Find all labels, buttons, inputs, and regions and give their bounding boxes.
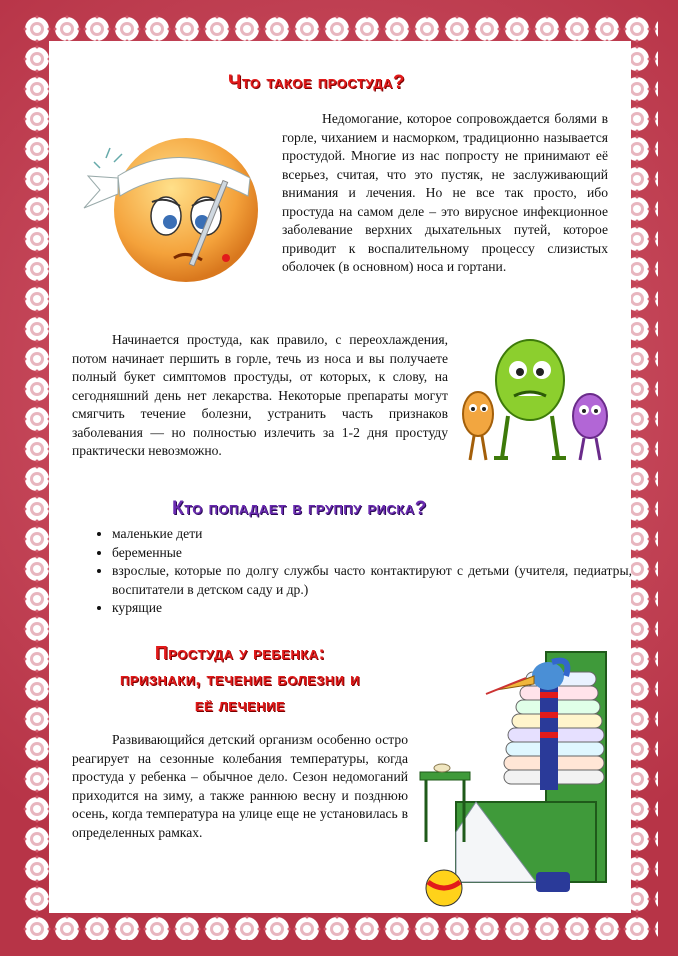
list-item: • беременные	[112, 544, 632, 563]
section-title-line-2: признаки, течение болезни и	[119, 669, 361, 689]
section2-paragraph: Начинается простуда, как правило, с переохлаждения, потом начинает першить в горле, течь из носа и вы получаете полный букет симптомов простуды, от которых, к слову, на сегодняшний день нет лекарства. Некоторые препараты могут смягчить течение болезни, устранить часть признаков заболевания — но полностью излечить за 1-2 дня простуду практически невозможно.	[72, 332, 448, 458]
section-title-line-1: Простуда у ребенка:	[154, 643, 326, 663]
section-title-what-is-cold: Что такое простуда?	[228, 72, 406, 93]
section-title-line-3: её лечение	[194, 695, 286, 715]
risk-group-list	[90, 525, 632, 618]
germs-illustration	[458, 318, 618, 470]
sick-bird-in-bed-illustration	[416, 632, 616, 908]
section4-paragraph: Развивающийся детский организм особенно остро реагирует на сезонные колебания температуры, когда простуда у ребенка – обычное дело. Сезон недомоганий приходится на зиму, а также раннюю весну и позднюю осень, когда температура на улице еще не установилась в определенных рамках.	[72, 732, 408, 840]
sick-smiley-illustration	[78, 118, 268, 293]
list-item: • курящие	[112, 599, 632, 618]
list-item: • взрослые, которые по долгу службы часто контактируют с детьми (учителя, педиатры, воспитатели в детском саду и др.)	[112, 562, 632, 599]
section1-paragraph: Недомогание, которое сопровождается болями в горле, чиханием и насморком, традиционно называется простудой. Многие из нас попросту не принимают её всерьез, считая, что это пустяк, не заслуживающий внимания и лечения. Но не все так просто, ибо простуда на самом деле – это вирусное инфекционное заболевание верхних дыхательных путей, которое приводит к воспалительному процессу слизистых оболочек (в основном) носа и гортани.	[282, 111, 608, 274]
list-item: • маленькие дети	[112, 525, 632, 544]
section-title-risk-group: Кто попадает в группу риска?	[172, 498, 427, 519]
section-title-child-cold	[80, 640, 400, 718]
